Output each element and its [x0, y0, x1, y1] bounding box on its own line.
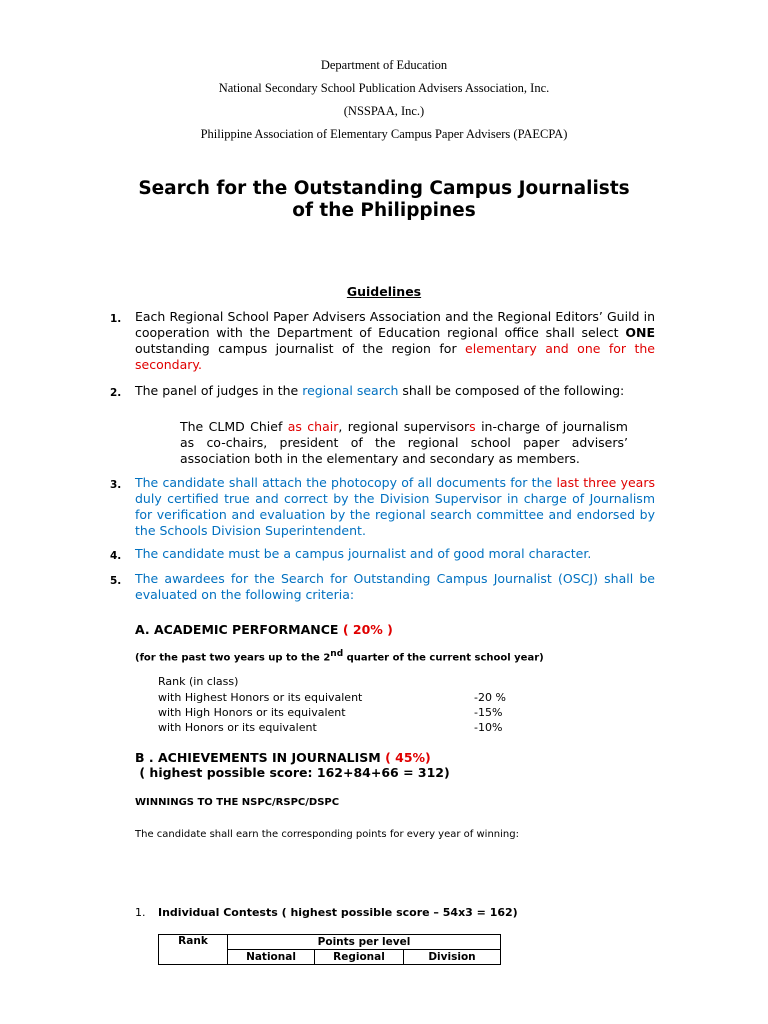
rank-label: Rank (in class) — [158, 675, 239, 688]
header-nsspaa: National Secondary School Publication Advisers Association, Inc. — [218, 81, 550, 95]
rank-value-highest: -20 % — [474, 691, 506, 704]
earn-note: The candidate shall earn the corresponding points for every year of winning: — [135, 829, 519, 840]
guidelines-heading: Guidelines — [346, 284, 422, 299]
item-1-text: Each Regional School Paper Advisers Association and the Regional Editors’ Guild in cooperation with the Department of Education regional office shall select ONE outstanding campus journalist of the region for elementary and one for the secondary. — [135, 309, 656, 372]
table-header-regional: Regional — [315, 950, 404, 965]
table-header-national: National — [228, 950, 315, 965]
rank-row-highest: with Highest Honors or its equivalent — [158, 691, 363, 704]
table-header-division: Division — [404, 950, 501, 965]
panel-composition: The CLMD Chief as chair, regional supervisors in-charge of journalism as co-chairs, president of the regional school paper advisers’ association both in the elementary and secondary as members. — [180, 419, 628, 466]
item-2-text: The panel of judges in the regional search shall be composed of the following: — [135, 383, 625, 398]
title-line-2: of the Philippines — [292, 200, 476, 221]
item-5-number: 5. — [110, 575, 122, 587]
header-nsspaa-abbr: (NSSPAA, Inc.) — [343, 104, 425, 118]
individual-contests: Individual Contests ( highest possible score – 54x3 = 162) — [158, 906, 518, 919]
item-1-number: 1. — [110, 313, 122, 325]
rank-row-high: with High Honors or its equivalent — [158, 706, 346, 719]
item-4-number: 4. — [110, 550, 122, 562]
header-department: Department of Education — [320, 58, 448, 72]
points-table — [158, 934, 501, 965]
table-header-rank: Rank — [159, 935, 228, 965]
item-3-number: 3. — [110, 479, 122, 491]
header-paecpa: Philippine Association of Elementary Campus Paper Advisers (PAECPA) — [200, 127, 568, 141]
rank-row-honors: with Honors or its equivalent — [158, 721, 317, 734]
item-2-number: 2. — [110, 387, 122, 399]
item-3-text: The candidate shall attach the photocopy of all documents for the last three years duly certified true and correct by the Division Supervisor in charge of Journalism for verification and evaluation by the regional search committee and endorsed by the Schools Division Superintendent. — [135, 475, 655, 538]
winnings-heading: WINNINGS TO THE NSPC/RSPC/DSPC — [135, 797, 340, 808]
rank-value-high: -15% — [474, 706, 503, 719]
section-b-score: ( highest possible score: 162+84+66 = 312) — [135, 765, 450, 780]
item-4-text: The candidate must be a campus journalist and of good moral character. — [135, 546, 592, 561]
individual-number: 1. — [135, 906, 146, 919]
title-line-1: Search for the Outstanding Campus Journalists — [138, 178, 630, 199]
rank-value-honors: -10% — [474, 721, 503, 734]
page-title — [0, 178, 768, 222]
item-5-text: The awardees for the Search for Outstanding Campus Journalist (OSCJ) shall be evaluated on the following criteria: — [135, 571, 655, 602]
section-a-heading: A. ACADEMIC PERFORMANCE ( 20% ) — [135, 622, 393, 637]
section-a-note: (for the past two years up to the 2nd quarter of the current school year) — [135, 649, 544, 664]
table-header-points: Points per level — [228, 935, 501, 950]
section-b-heading: B . ACHIEVEMENTS IN JOURNALISM ( 45%) — [135, 750, 431, 765]
